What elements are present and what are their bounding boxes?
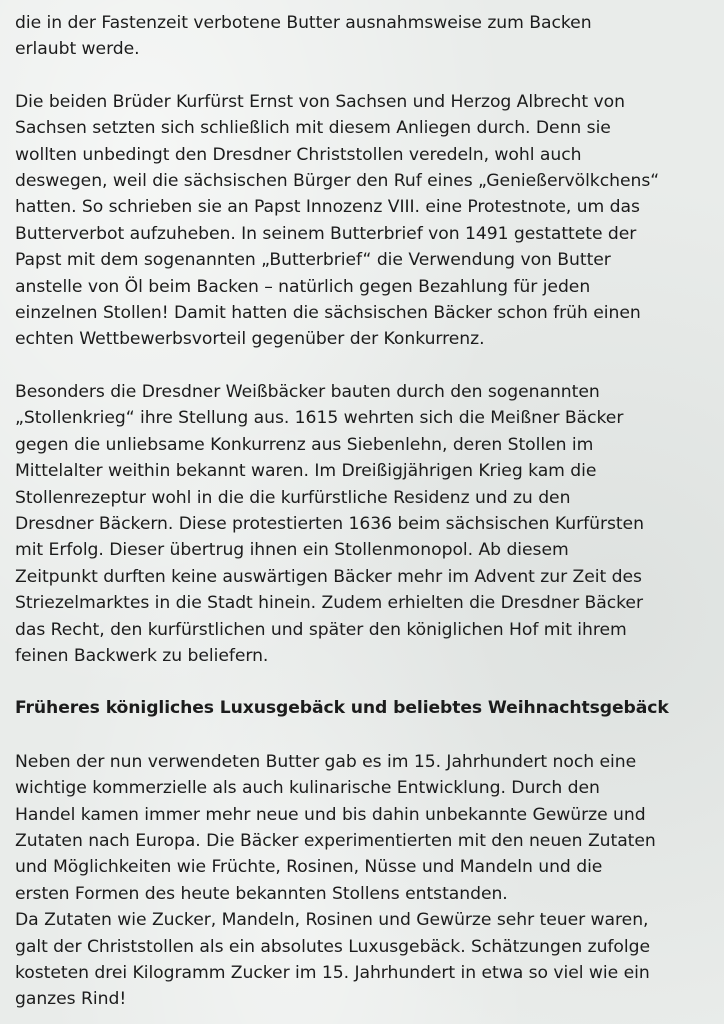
article-body [15,10,715,1013]
paragraph-stollenkrieg: Besonders die Dresdner Weißbäcker bauten durch den sogenannten „Stollenkrieg“ ihre Stellung aus. 1615 wehrten sich die Meißner Bäcker gegen die unliebsame Konkurrenz aus Siebenlehn, deren Stollen im Mittelalter weithin bekannt waren. Im Dreißigjährigen Krieg kam die Stollenrezeptur wohl in die die kurfürstliche Residenz und zu den Dresdner Bäckern. Diese protestierten 1636 beim sächsischen Kurfürsten mit Erfolg. Dieser übertrug ihnen ein Stollenmonopol. Ab diesem Zeitpunkt durften keine auswärtigen Bäcker mehr im Advent zur Zeit des Striezelmarktes in die Stadt hinein. Zudem erhielten die Dresdner Bäcker das Recht, den kurfürstlichen und später den königlichen Hof mit ihrem feinen Backwerk zu beliefern. [15,381,644,666]
paragraph-butterbrief: Die beiden Brüder Kurfürst Ernst von Sachsen und Herzog Albrecht von Sachsen setzten sich schließlich mit diesem Anliegen durch. Denn sie wollten unbedingt den Dresdner Christstollen veredeln, wohl auch deswegen, weil die sächsischen Bürger den Ruf eines „Genießervölkchens“ hatten. So schrieben sie an Papst Innozenz VIII. eine Protestnote, um das Butterverbot aufzuheben. In seinem Butterbrief von 1491 gestattete der Papst mit dem sogenannten „Butterbrief“ die Verwendung von Butter anstelle von Öl beim Backen – natürlich gegen Bezahlung für jeden einzelnen Stollen! Damit hatten die sächsischen Bäcker schon früh einen echten Wettbewerbsvorteil gegenüber der Konkurrenz. [15,91,660,350]
paragraph-luxury-pastry: Neben der nun verwendeten Butter gab es im 15. Jahrhundert noch eine wichtige kommerzielle als auch kulinarische Entwicklung. Durch den Handel kamen immer mehr neue und bis dahin unbekannte Gewürze und Zutaten nach Europa. Die Bäcker experimentierten mit den neuen Zutaten und Möglichkeiten wie Früchte, Rosinen, Nüsse und Mandeln und die ersten Formen des heute bekannten Stollens entstanden. Da Zutaten wie Zucker, Mandeln, Rosinen und Gewürze sehr teuer waren, galt der Christstollen als ein absolutes Luxusgebäck. Schätzungen zufolge kosteten drei Kilogramm Zucker im 15. Jahrhundert in etwa so viel wie ein ganzes Rind! [15,751,656,1010]
section-heading: Früheres königliches Luxusgebäck und beliebtes Weihnachtsgebäck [15,698,669,719]
paragraph-butter-exception: die in der Fastenzeit verbotene Butter ausnahmsweise zum Backen erlaubt werde. [15,13,592,60]
